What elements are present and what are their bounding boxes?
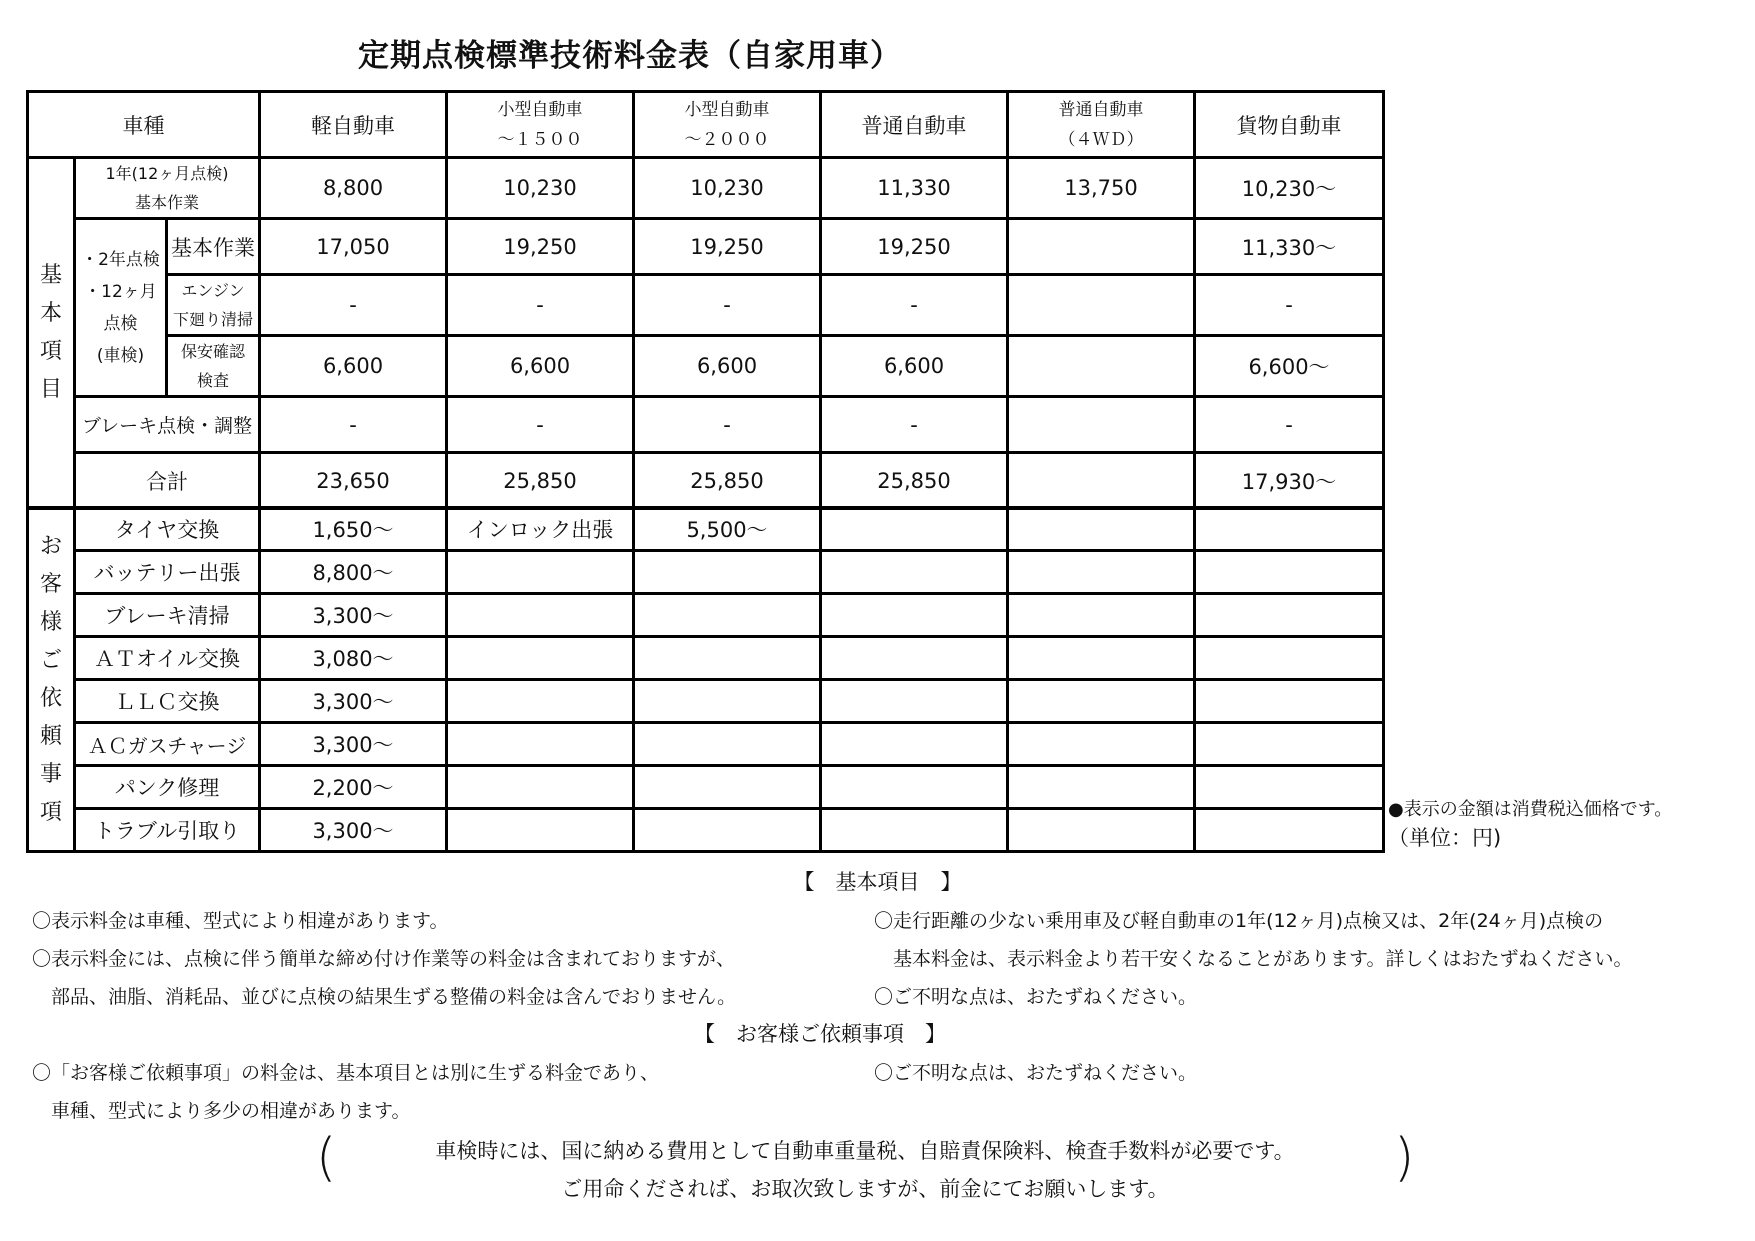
cell: -: [821, 275, 1008, 336]
request-price: 8,800～: [260, 551, 447, 594]
request-row: [28, 680, 1384, 723]
basic-note: 部品、油脂、消耗品、並びに点検の結果生ずる整備の料金は含んでおりません。: [32, 986, 737, 1008]
cell: 6,600: [260, 336, 447, 397]
unit-note: （単位：円): [1388, 826, 1502, 850]
cell: 10,230～: [1195, 158, 1384, 219]
request-note: 〇ご不明な点は、おたずねください。: [874, 1062, 1198, 1084]
request-extra-label: [447, 680, 634, 723]
empty-cell: [1195, 809, 1384, 852]
request-label: トラブル引取り: [75, 809, 260, 852]
empty-cell: [1195, 723, 1384, 766]
request-price: 3,080～: [260, 637, 447, 680]
empty-cell: [1008, 594, 1195, 637]
footer-close-paren: ): [1394, 1128, 1415, 1188]
empty-cell: [1008, 551, 1195, 594]
basic-note: 〇ご不明な点は、おたずねください。: [874, 986, 1198, 1008]
cell: 19,250: [447, 219, 634, 275]
tax-note: ●表示の金額は消費税込価格です。: [1388, 799, 1673, 820]
footer-line-1: 車検時には、国に納める費用として自動車重量税、自賠責保険料、検査手数料が必要です。: [435, 1139, 1295, 1163]
request-label: ブレーキ清掃: [75, 594, 260, 637]
cell: [1008, 453, 1195, 509]
cell: 10,230: [634, 158, 821, 219]
col-regular-4wd: 普通自動車 （４ＷＤ）: [1008, 92, 1195, 158]
empty-cell: [1195, 680, 1384, 723]
cell: 17,050: [260, 219, 447, 275]
request-extra-label: [447, 723, 634, 766]
request-extra-label: [447, 551, 634, 594]
row-label-safety-check: 保安確認 検査: [167, 336, 260, 397]
row-label-1year: 1年(12ヶ月点検) 基本作業: [75, 158, 260, 219]
cell: 11,330～: [1195, 219, 1384, 275]
request-extra-price: [634, 594, 821, 637]
col-kei: 軽自動車: [260, 92, 447, 158]
row-label-total: 合計: [75, 453, 260, 509]
header-row: [28, 92, 1384, 158]
footer-open-paren: (: [316, 1128, 337, 1188]
request-price: 3,300～: [260, 723, 447, 766]
empty-cell: [1008, 766, 1195, 809]
cell: 25,850: [634, 453, 821, 509]
col-small-2000: 小型自動車 ～２０００: [634, 92, 821, 158]
cell: [1008, 219, 1195, 275]
request-extra-price: [634, 680, 821, 723]
empty-cell: [1008, 680, 1195, 723]
request-extra-price: [634, 766, 821, 809]
cell: 6,600～: [1195, 336, 1384, 397]
shaken-group-label: ・2年点検 ・12ヶ月 点検 (車検): [75, 219, 167, 397]
cell: 13,750: [1008, 158, 1195, 219]
request-extra-price: [634, 637, 821, 680]
request-price: 1,650～: [260, 508, 447, 551]
empty-cell: [821, 637, 1008, 680]
request-row: [28, 594, 1384, 637]
request-note: 車種、型式により多少の相違があります。: [32, 1100, 411, 1122]
row-engine-cleaning: [28, 275, 1384, 336]
cell: 6,600: [634, 336, 821, 397]
cell: 8,800: [260, 158, 447, 219]
request-extra-label: [447, 637, 634, 680]
cell: 25,850: [821, 453, 1008, 509]
cell: 10,230: [447, 158, 634, 219]
request-extra-price: 5,500～: [634, 508, 821, 551]
request-label: バッテリー出張: [75, 551, 260, 594]
row-brake-check: [28, 397, 1384, 453]
customer-request-group-label: お 客 様 ご 依 頼 事 項: [28, 508, 75, 852]
cell: 23,650: [260, 453, 447, 509]
basic-note: 〇表示料金は車種、型式により相違があります。: [32, 910, 449, 932]
request-price: 3,300～: [260, 594, 447, 637]
request-extra-price: [634, 809, 821, 852]
empty-cell: [821, 809, 1008, 852]
vehicle-type-header: 車種: [28, 92, 260, 158]
request-label: ＡＴオイル交換: [75, 637, 260, 680]
basic-items-table: [26, 90, 1385, 510]
footer-line-2: ご用命くだされば、お取次致しますが、前金にてお願いします。: [561, 1177, 1169, 1201]
cell: -: [447, 397, 634, 453]
request-price: 3,300～: [260, 680, 447, 723]
request-row: [28, 766, 1384, 809]
cell: -: [1195, 275, 1384, 336]
request-price: 3,300～: [260, 809, 447, 852]
request-note: 〇「お客様ご依頼事項」の料金は、基本項目とは別に生ずる料金であり、: [32, 1062, 660, 1084]
cell: 11,330: [821, 158, 1008, 219]
basic-note: 〇走行距離の少ない乗用車及び軽自動車の1年(12ヶ月)点検又は、2年(24ヶ月)点検の: [874, 910, 1604, 932]
request-extra-label: [447, 594, 634, 637]
request-row: [28, 723, 1384, 766]
col-cargo: 貨物自動車: [1195, 92, 1384, 158]
cell: -: [447, 275, 634, 336]
request-extra-label: インロック出張: [447, 508, 634, 551]
request-row: [28, 637, 1384, 680]
request-extra-price: [634, 723, 821, 766]
empty-cell: [1008, 508, 1195, 551]
row-safety-check: [28, 336, 1384, 397]
cell: -: [260, 397, 447, 453]
section-request-heading: 【 お客様ご依頼事項 】: [694, 1022, 946, 1046]
page-title: 定期点検標準技術料金表（自家用車）: [358, 38, 902, 74]
request-extra-label: [447, 766, 634, 809]
cell: -: [260, 275, 447, 336]
cell: 6,600: [447, 336, 634, 397]
request-extra-price: [634, 551, 821, 594]
row-label-brake-check: ブレーキ点検・調整: [75, 397, 260, 453]
cell: -: [821, 397, 1008, 453]
row-label-basic-work: 基本作業: [167, 219, 260, 275]
row-basic-work: [28, 219, 1384, 275]
customer-request-table: [26, 506, 1385, 853]
empty-cell: [821, 508, 1008, 551]
empty-cell: [821, 723, 1008, 766]
row-1year: [28, 158, 1384, 219]
cell: [1008, 397, 1195, 453]
basic-note: 基本料金は、表示料金より若干安くなることがあります。詳しくはおたずねください。: [874, 948, 1633, 970]
cell: 19,250: [634, 219, 821, 275]
col-small-1500: 小型自動車 ～１５００: [447, 92, 634, 158]
request-row: [28, 809, 1384, 852]
cell: 19,250: [821, 219, 1008, 275]
basic-note: 〇表示料金には、点検に伴う簡単な締め付け作業等の料金は含まれておりますが、: [32, 948, 736, 970]
cell: 6,600: [821, 336, 1008, 397]
basic-items-group-label: 基 本 項 目: [28, 158, 75, 509]
cell: -: [634, 397, 821, 453]
request-label: ＬＬＣ交換: [75, 680, 260, 723]
col-regular: 普通自動車: [821, 92, 1008, 158]
empty-cell: [1195, 594, 1384, 637]
request-label: パンク修理: [75, 766, 260, 809]
empty-cell: [821, 551, 1008, 594]
empty-cell: [821, 594, 1008, 637]
cell: -: [634, 275, 821, 336]
empty-cell: [821, 766, 1008, 809]
row-label-engine-cleaning: エンジン 下廻り清掃: [167, 275, 260, 336]
cell: 25,850: [447, 453, 634, 509]
empty-cell: [1195, 637, 1384, 680]
request-extra-label: [447, 809, 634, 852]
empty-cell: [1008, 637, 1195, 680]
empty-cell: [821, 680, 1008, 723]
empty-cell: [1195, 551, 1384, 594]
cell: -: [1195, 397, 1384, 453]
request-row: [28, 508, 1384, 551]
cell: [1008, 336, 1195, 397]
row-total: [28, 453, 1384, 509]
cell: 17,930～: [1195, 453, 1384, 509]
empty-cell: [1008, 809, 1195, 852]
request-price: 2,200～: [260, 766, 447, 809]
empty-cell: [1195, 508, 1384, 551]
section-basic-heading: 【 基本項目 】: [793, 870, 962, 894]
empty-cell: [1195, 766, 1384, 809]
request-label: ＡＣガスチャージ: [75, 723, 260, 766]
cell: [1008, 275, 1195, 336]
request-label: タイヤ交換: [75, 508, 260, 551]
empty-cell: [1008, 723, 1195, 766]
request-row: [28, 551, 1384, 594]
